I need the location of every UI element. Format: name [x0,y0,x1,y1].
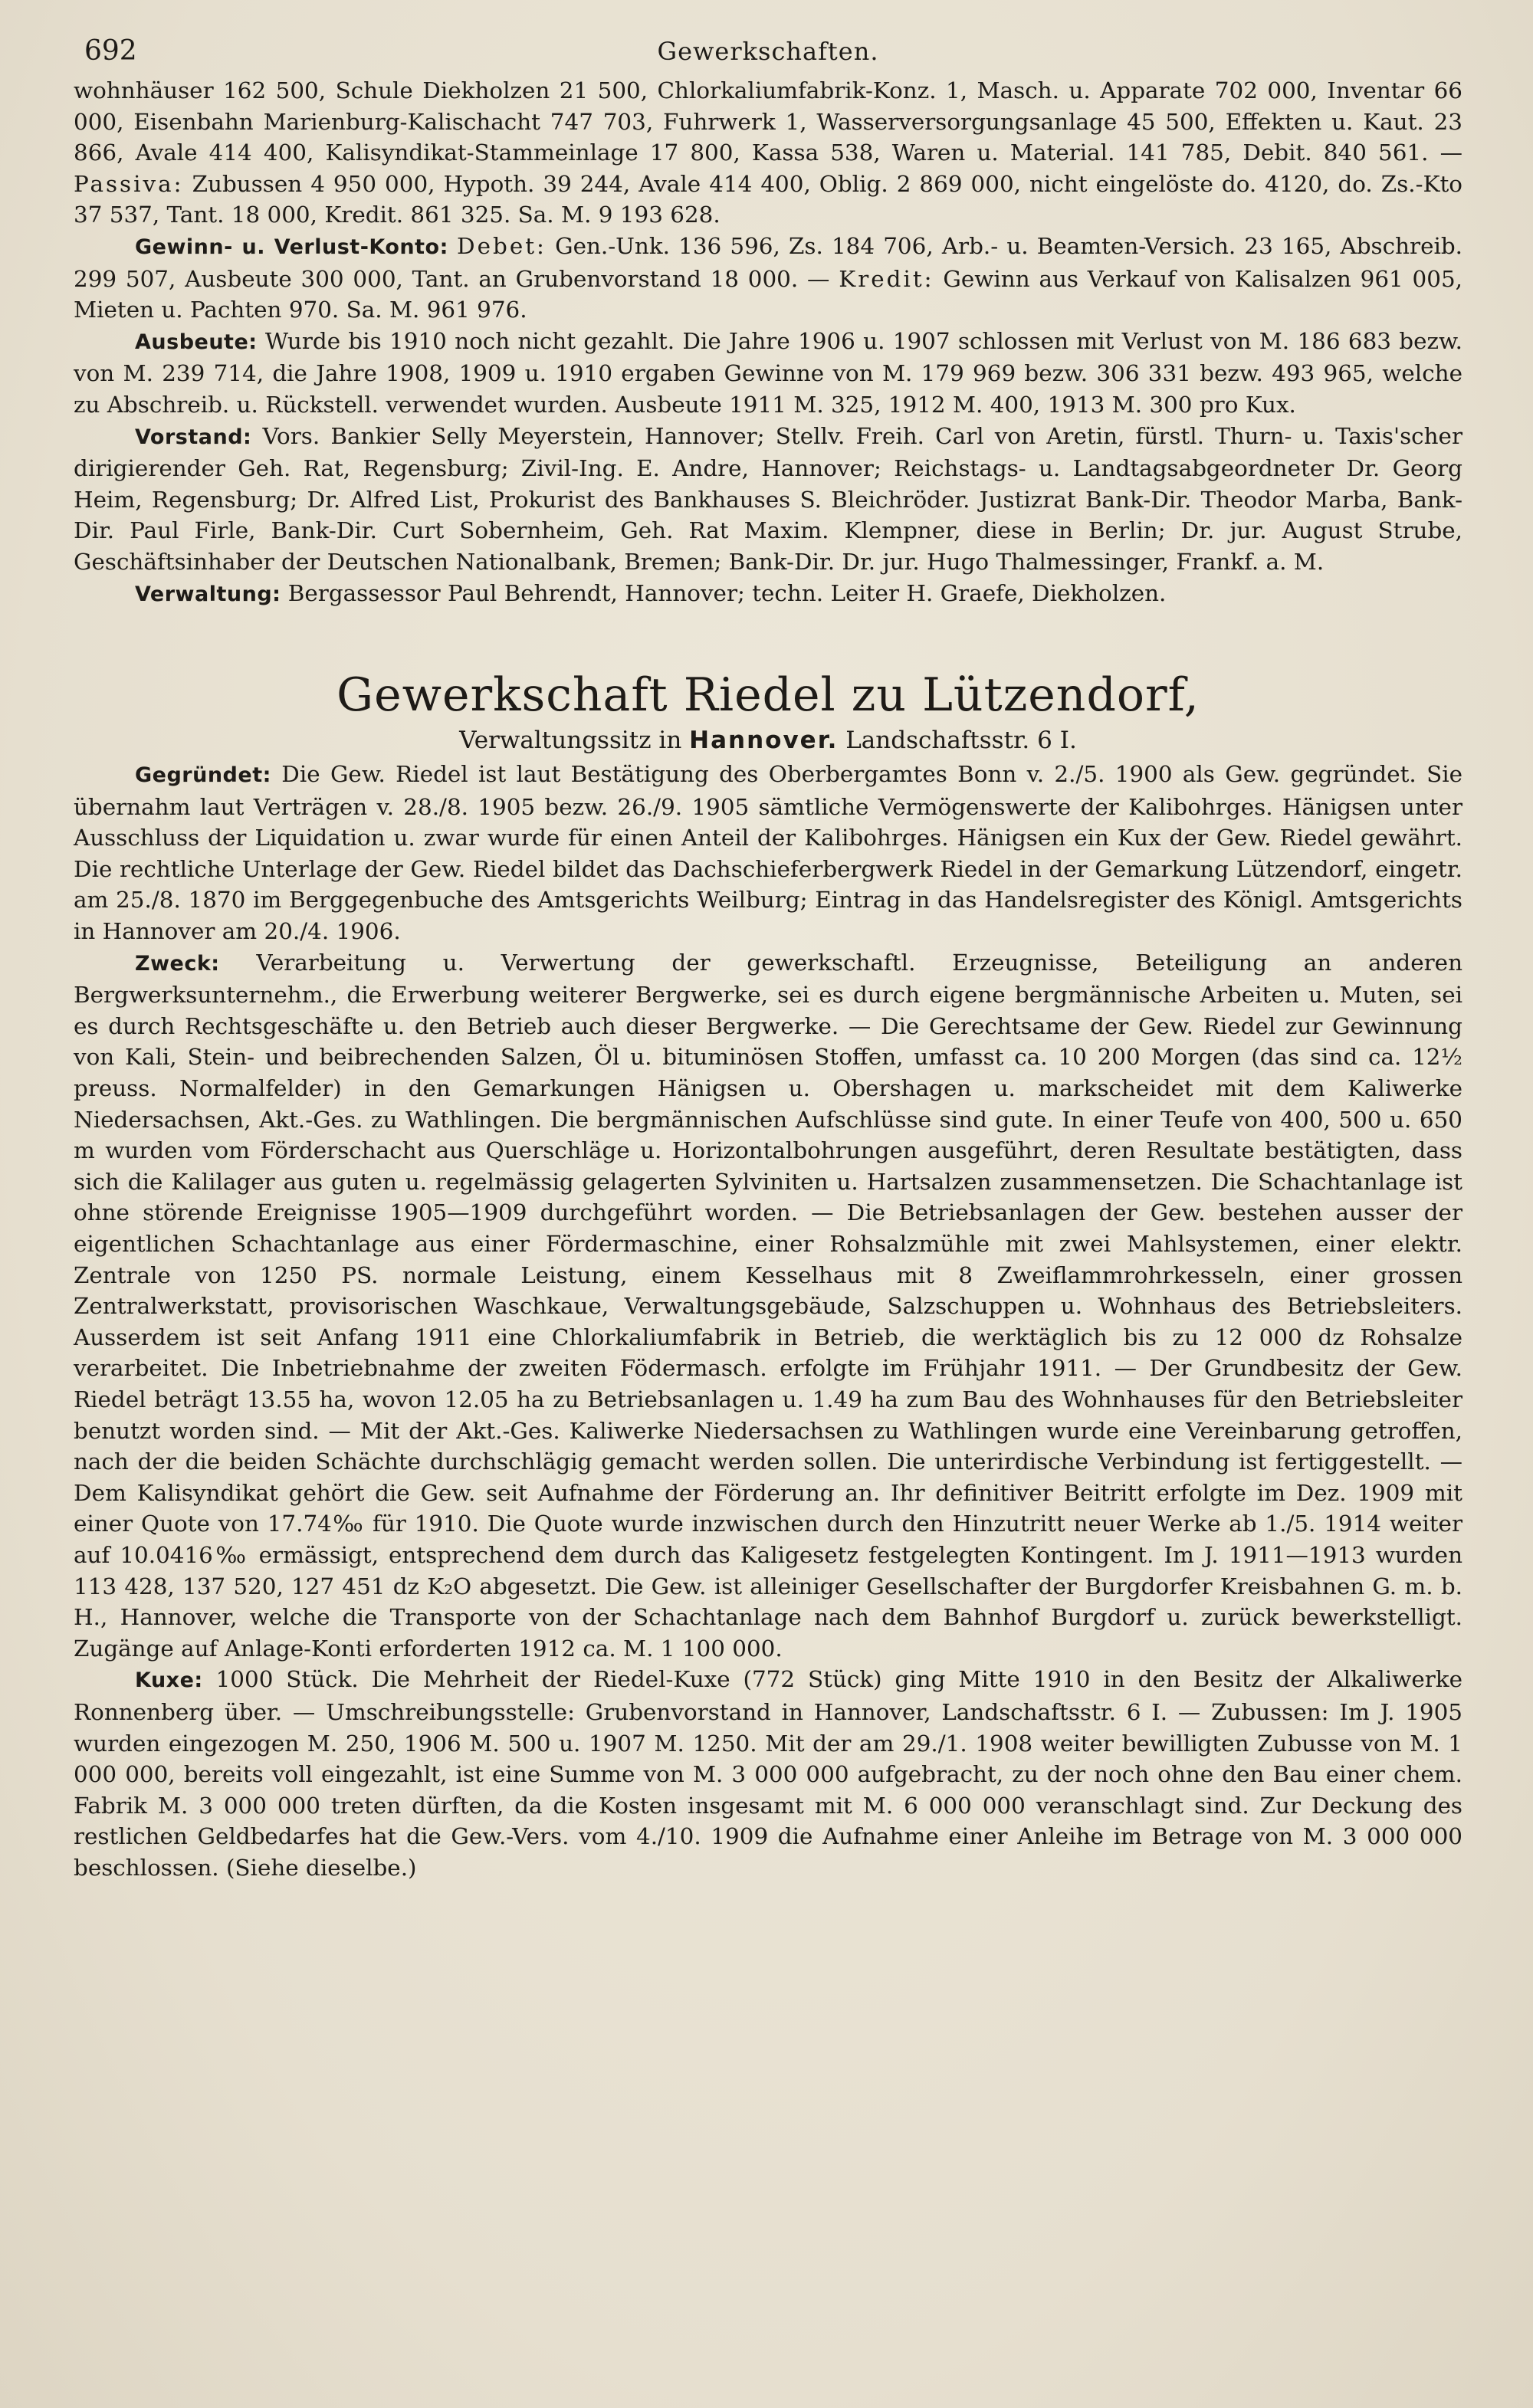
ausbeute-label: Ausbeute: [135,330,258,354]
gv-konto-label: Gewinn- u. Verlust-Konto: [135,235,448,259]
page-number: 692 [84,35,137,67]
ausbeute-paragraph [74,326,1462,421]
zweck-paragraph [74,947,1462,1665]
vorstand-text: Vors. Bankier Selly Meyerstein, Hannover; Stellv. Freih. Carl von Aretin, fürstl. Thurn- u. Taxis'scher dirigierender Geh. Rat, Regensburg; Zivil-Ing. E. Andre, Hannover; Reichstags- u. Landtagsabgeordneter Dr. Georg Heim, Regensburg; Dr. Alfred List, Prokurist des Bankhauses S. Bleichröder. Justizrat Bank-Dir. Theodor Marba, Bank-Dir. Paul Firle, Bank-Dir. Curt Sobernheim, Geh. Rat Maxim. Klempner, diese in Berlin; Dr. jur. August Strube, Geschäftsinhaber der Deutschen Nationalbank, Bremen; Bank-Dir. Dr. jur. Hugo Thalmessinger, Frankf. a. M. [74,422,1463,575]
company-title: Gewerkschaft Riedel zu Lützendorf, [336,668,1200,723]
bilanz-aktiva-text: wohnhäuser 162 500, Schule Diekholzen 21 500, Chlorkaliumfabrik-Konz. 1, Masch. u. Apparate 702 000, Inventar 66 000, Eisenbahn Marienburg-Kalischacht 747 703, Fuhrwerk 1, Wasserversorgungsanlage 45 500, Effekten u. Kaut. 23 866, Avale 414 400, Kalisyndikat-Stammeinlage 17 800, Kassa 538, Waren u. Material. 141 785, Debit. 840 561. — [74,77,1462,166]
kredit-label: Kredit: [839,265,934,292]
kuxe-label: Kuxe: [135,1668,203,1693]
gegruendet-text: Die Gew. Riedel ist laut Bestätigung des Oberbergamtes Bonn v. 2./5. 1900 als Gew. gegründet. Sie übernahm laut Verträgen v. 28./8. 1905 bezw. 26./9. 1905 sämtliche Vermögenswerte der Kalibohrges. Hänigsen unter Ausschluss der Liquidation u. zwar wurde für einen Anteil der Kalibohrges. Hänigsen ein Kux der Gew. Riedel gewährt. Die rechtliche Unterlage der Gew. Riedel bildet das Dachschieferbergwerk Riedel in der Gemarkung Lützendorf, eingetr. am 25./8. 1870 im Berggegenbuche des Amtsgerichts Weilburg; Eintrag in das Handelsregister des Königl. Amtsgerichts in Hannover am 20./4. 1906. [74,761,1462,945]
verwaltung-paragraph [74,578,1462,611]
vorstand-label: Vorstand: [135,425,252,449]
debet-label: Debet: [457,232,547,259]
company-seat [74,725,1462,756]
passiva-text: Zubussen 4 950 000, Hypoth. 39 244, Avale 414 400, Oblig. 2 869 000, nicht eingelöste do. 4120, do. Zs.-Kto 37 537, Tant. 18 000, Kredit. 861 325. Sa. M. 9 193 628. [74,170,1463,228]
verwaltung-text: Bergassessor Paul Behrendt, Hannover; techn. Leiter H. Graefe, Diekholzen. [287,579,1167,606]
gegruendet-paragraph [74,759,1462,947]
company-entry [74,759,1462,1883]
seat-address: Landschaftsstr. 6 I. [845,727,1077,755]
zweck-text: Verarbeitung u. Verwertung der gewerkschaftl. Erzeugnisse, Beteiligung an anderen Bergwerksunternehm., die Erwerbung weiterer Bergwerke, sei es durch eigene bergmännische Arbeiten u. Muten, sei es durch Rechtsgeschäfte u. den Betrieb auch dieser Bergwerke. — Die Gerechtsame der Gew. Riedel zur Gewinnung von Kali, Stein- und beibrechenden Salzen, Öl u. bituminösen Stoffen, umfasst ca. 10 200 Morgen (das sind ca. 12½ preuss. Normalfelder) in den Gemarkungen Hänigsen u. Obershagen u. markscheidet mit dem Kaliwerke Niedersachsen, Akt.-Ges. zu Wathlingen. Die bergmännischen Aufschlüsse sind gute. In einer Teufe von 400, 500 u. 650 m wurden vom Förderschacht aus Querschläge u. Horizontalbohrungen ausgeführt, deren Resultate bestätigten, dass sich die Kalilager aus guten u. regelmässig gelagerten Sylviniten u. Hartsalzen zusammensetzen. Die Schachtanlage ist ohne störende Ereignisse 1905—1909 durchgeführt worden. — Die Betriebsanlagen der Gew. bestehen ausser der eigentlichen Schachtanlage aus einer Fördermaschine, einer Rohsalzmühle mit zwei Mahlsystemen, einer elektr. Zentrale von 1250 PS. normale Leistung, einem Kesselhaus mit 8 Zweiflammrohrkesseln, einer grossen Zentralwerkstatt, provisorischen Waschkaue, Verwaltungsgebäude, Salzschuppen u. Wohnhaus des Betriebsleiters. Ausserdem ist seit Anfang 1911 eine Chlorkaliumfabrik in Betrieb, die werktäglich bis zu 12 000 dz Rohsalze verarbeitet. Die Inbetriebnahme der zweiten Födermasch. erfolgte im Frühjahr 1911. — Der Grundbesitz der Gew. Riedel beträgt 13.55 ha, wovon 12.05 ha zu Betriebsanlagen u. 1.49 ha zum Bau des Wohnhauses für den Betriebsleiter benutzt worden sind. — Mit der Akt.-Ges. Kaliwerke Niedersachsen zu Wathlingen wurde eine Vereinbarung getroffen, nach der die beiden Schächte durchschlägig gemacht werden sollen. Die unterirdische Verbindung ist fertiggestellt. — Dem Kalisyndikat gehört die Gew. seit Aufnahme der Förderung an. Ihr definitiver Beitritt erfolgte im Dez. 1909 mit einer Quote von 17.74‰ für 1910. Die Quote wurde inzwischen durch den Hinzutritt neuer Werke ab 1./5. 1914 weiter auf 10.0416‰ ermässigt, entsprechend dem durch das Kaligesetz festgelegten Kontingent. Im J. 1911—1913 wurden 113 428, 137 520, 127 451 dz K₂O abgesetzt. Die Gew. ist alleiniger Gesellschafter der Burgdorfer Kreisbahnen G. m. b. H., Hannover, welche die Transporte von der Schachtanlage nach dem Bahnhof Burgdorf u. zurück bewerkstelligt. Zugänge auf Anlage-Konti erforderten 1912 ca. M. 1 100 000. [74,949,1462,1662]
ausbeute-text: Wurde bis 1910 noch nicht gezahlt. Die Jahre 1906 u. 1907 schlossen mit Verlust von M. 186 683 bezw. von M. 239 714, die Jahre 1908, 1909 u. 1910 ergaben Gewinne von M. 179 969 bezw. 306 331 bezw. 493 965, welche zu Abschreib. u. Rückstell. verwendet wurden. Ausbeute 1911 M. 325, 1912 M. 400, 1913 M. 300 pro Kux. [74,327,1463,418]
kredit-text: Gewinn aus Verkauf von Kalisalzen 961 005, Mieten u. Pachten 970. Sa. M. 961 976. [74,265,1462,323]
verwaltung-label: Verwaltung: [135,582,281,606]
bilanz-paragraph [74,75,1462,231]
running-header [74,28,1462,75]
gegruendet-label: Gegründet: [135,763,271,788]
seat-prefix: Verwaltungssitz in [459,727,682,755]
seat-city: Hannover. [689,727,839,755]
gv-paragraph [74,231,1462,326]
kuxe-paragraph [74,1664,1462,1883]
running-title: Gewerkschaften. [657,37,879,66]
debet-text: Gen.-Unk. 136 596, Zs. 184 706, Arb.- u. Beamten-Versich. 23 165, Abschreib. 299 507, Ausbeute 300 000, Tant. an Grubenvorstand 18 000. — [74,232,1463,292]
vorstand-paragraph [74,421,1462,578]
previous-entry [74,75,1462,610]
company-heading [74,668,1462,756]
passiva-label: Passiva: [74,170,184,197]
kuxe-text: 1000 Stück. Die Mehrheit der Riedel-Kuxe (772 Stück) ging Mitte 1910 in den Besitz der Alkaliwerke Ronnenberg über. — Umschreibungsstelle: Grubenvorstand in Hannover, Landschaftsstr. 6 I. — Zubussen: Im J. 1905 wurden eingezogen M. 250, 1906 M. 500 u. 1907 M. 1250. Mit der am 29./1. 1908 weiter bewilligten Zubusse von M. 1 000 000, bereits voll eingezahlt, ist eine Summe von M. 3 000 000 aufgebracht, zu der noch ohne den Bau einer chem. Fabrik M. 3 000 000 treten dürften, da die Kosten insgesamt mit M. 6 000 000 veranschlagt sind. Zur Deckung des restlichen Geldbedarfes hat die Gew.-Vers. vom 4./10. 1909 die Aufnahme einer Anleihe im Betrage von M. 3 000 000 beschlossen. (Siehe dieselbe.) [74,1666,1462,1881]
zweck-label: Zweck: [135,951,220,976]
